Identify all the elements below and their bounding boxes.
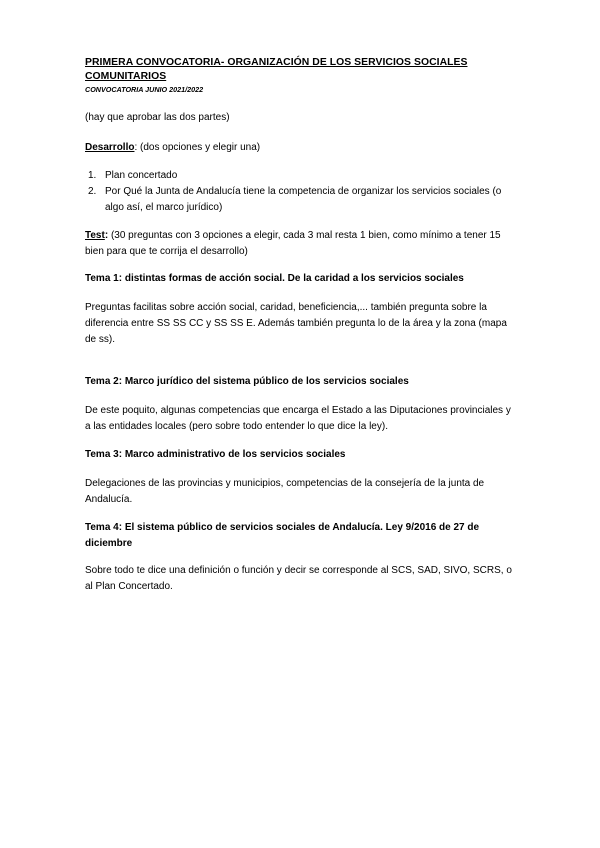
list-item-number: 2. — [88, 186, 97, 197]
tema-3-heading: Tema 3: Marco administrativo de los servicios sociales — [85, 449, 346, 460]
document-title: PRIMERA CONVOCATORIA- ORGANIZACIÓN DE LOS SERVICIOS SOCIALES COMUNITARIOS — [85, 57, 468, 82]
desarrollo-options-list — [85, 168, 505, 216]
tema-1-body: Preguntas facilitas sobre acción social, caridad, beneficiencia,... también pregunta sobre la diferencia entre SS SS CC y SS SS E. Además también pregunta lo de la área y la zona (mapa de ss). — [85, 302, 507, 345]
test-text: (30 preguntas con 3 opciones a elegir, cada 3 mal resta 1 bien, como mínimo a tener 15 bien para que te corrija el desarrollo) — [85, 230, 501, 257]
tema-1-heading: Tema 1: distintas formas de acción social. De la caridad a los servicios sociales — [85, 273, 464, 284]
list-item-number: 1. — [88, 170, 97, 181]
test-paragraph — [85, 228, 515, 260]
exam-note: (hay que aprobar las dos partes) — [85, 112, 230, 123]
list-item-text: Plan concertado — [105, 170, 178, 181]
test-colon: : — [104, 230, 109, 241]
tema-4-heading: Tema 4: El sistema público de servicios sociales de Andalucía. Ley 9/2016 de 27 de diciembre — [85, 522, 480, 549]
test-label: Test — [85, 230, 105, 241]
document-subtitle: CONVOCATORIA JUNIO 2021/2022 — [85, 85, 204, 94]
tema-3-body: Delegaciones de las provincias y municipios, competencias de la consejería de la junta de Andalucía. — [85, 478, 485, 505]
tema-4-body: Sobre todo te dice una definición o función y decir se corresponde al SCS, SAD, SIVO, SCRS, o al Plan Concertado. — [85, 565, 512, 592]
desarrollo-text: : (dos opciones y elegir una) — [134, 142, 261, 153]
desarrollo-paragraph — [85, 140, 515, 156]
list-item — [85, 168, 505, 184]
tema-2-body: De este poquito, algunas competencias que encarga el Estado a las Diputaciones provinciales y a las entidades locales (pero sobre todo entender lo que dice la ley). — [85, 405, 511, 432]
desarrollo-label: Desarrollo — [85, 142, 135, 153]
list-item — [85, 184, 505, 216]
list-item-text: Por Qué la Junta de Andalucía tiene la competencia de organizar los servicios sociales (o algo así, el marco jurídico) — [105, 186, 502, 213]
tema-2-heading: Tema 2: Marco jurídico del sistema público de los servicios sociales — [85, 376, 409, 387]
